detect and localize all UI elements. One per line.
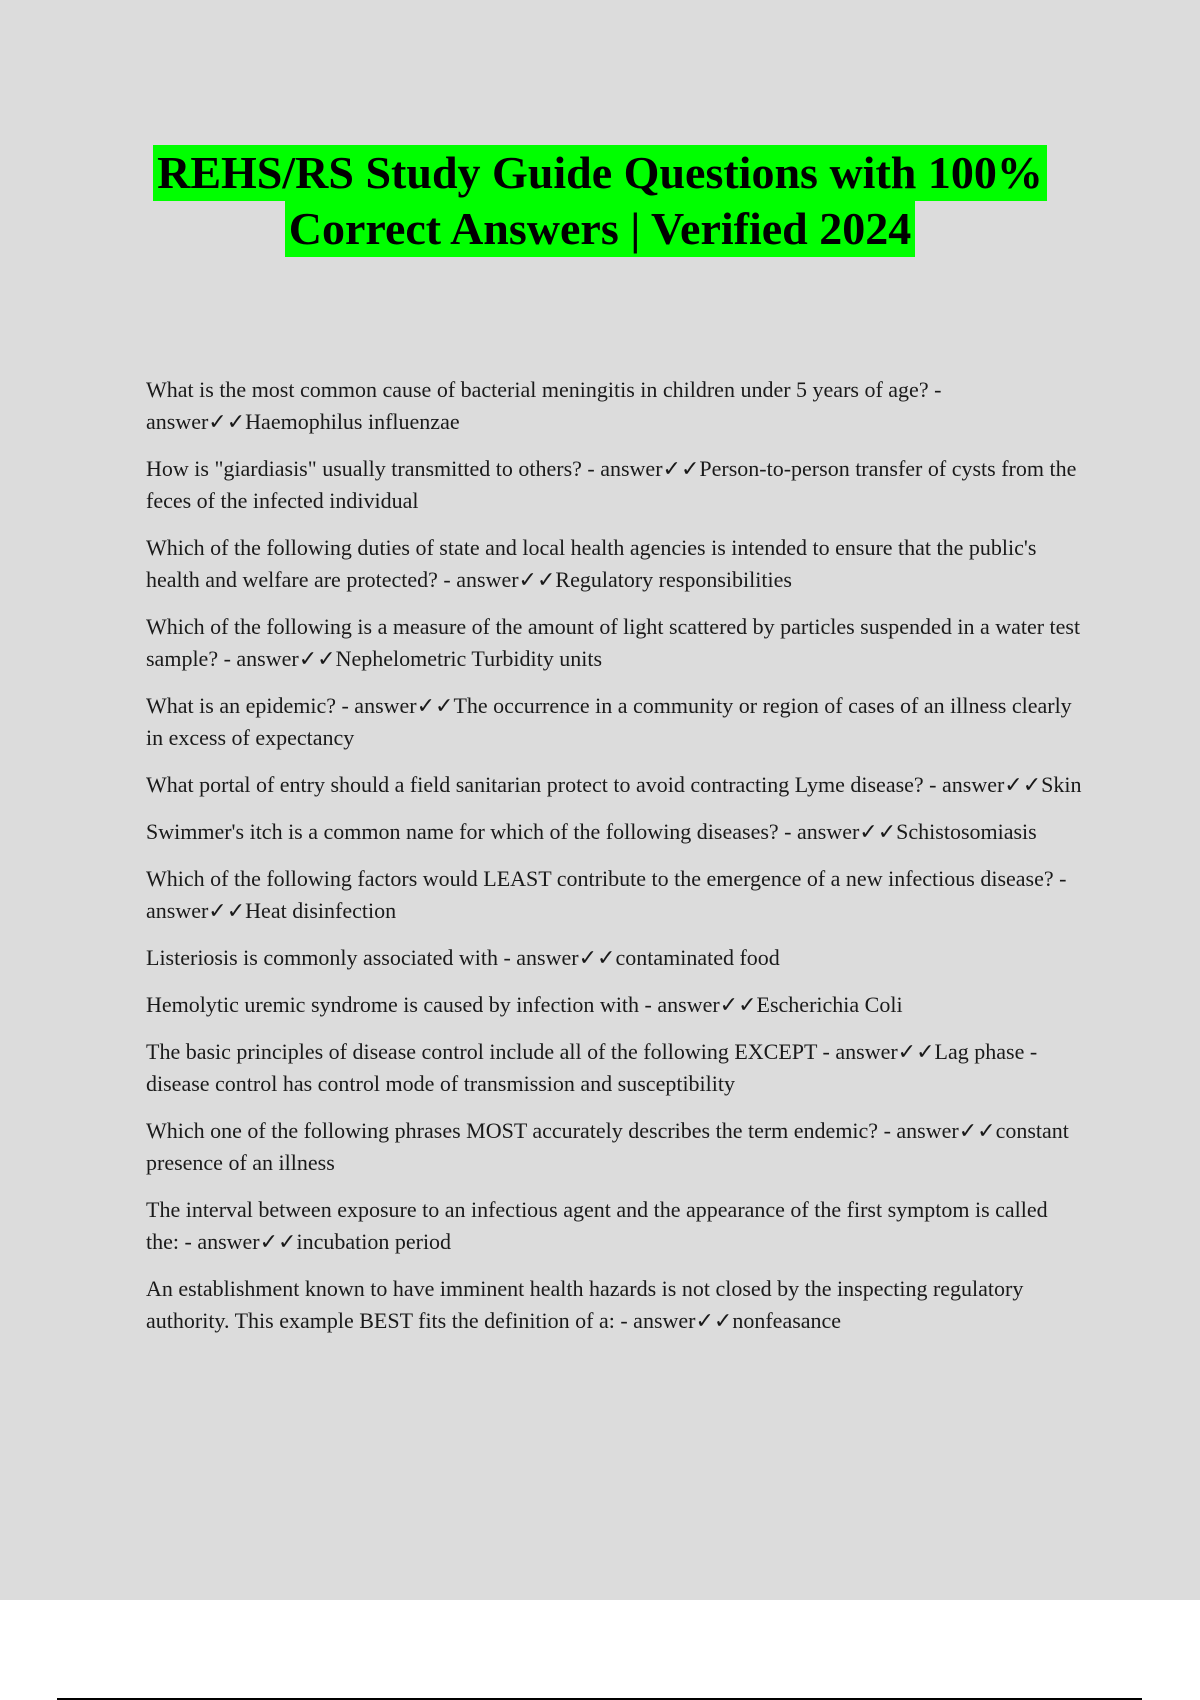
qa-item: Listeriosis is commonly associated with - answer✓✓contaminated food (146, 945, 780, 970)
qa-item: What is the most common cause of bacterial meningitis in children under 5 years of age? - answer✓✓Haemophilus influenzae (146, 377, 942, 434)
qa-list (146, 374, 1086, 1352)
title-line-2: Correct Answers | Verified 2024 (285, 201, 916, 257)
qa-item: What is an epidemic? - answer✓✓The occurrence in a community or region of cases of an illness clearly in excess of expectancy (146, 693, 1072, 750)
qa-item: Swimmer's itch is a common name for which of the following diseases? - answer✓✓Schistosomiasis (146, 819, 1037, 844)
qa-item: How is "giardiasis" usually transmitted to others? - answer✓✓Person-to-person transfer of cysts from the feces of the infected individual (146, 456, 1077, 513)
qa-item: What portal of entry should a field sanitarian protect to avoid contracting Lyme disease? - answer✓✓Skin (146, 772, 1082, 797)
qa-item: The basic principles of disease control include all of the following EXCEPT - answer✓✓Lag phase - disease control has control mode of transmission and susceptibility (146, 1039, 1038, 1096)
qa-item: Which of the following duties of state and local health agencies is intended to ensure that the public's health and welfare are protected? - answer✓✓Regulatory responsibilities (146, 535, 1037, 592)
document-title (0, 145, 1200, 257)
title-line-1: REHS/RS Study Guide Questions with 100% (153, 145, 1047, 201)
qa-item: Which of the following is a measure of the amount of light scattered by particles suspended in a water test sample? - answer✓✓Nephelometric Turbidity units (146, 614, 1081, 671)
qa-item: An establishment known to have imminent health hazards is not closed by the inspecting regulatory authority. This example BEST fits the definition of a: - answer✓✓nonfeasance (146, 1276, 1024, 1333)
qa-item: Hemolytic uremic syndrome is caused by infection with - answer✓✓Escherichia Coli (146, 992, 903, 1017)
qa-item: The interval between exposure to an infectious agent and the appearance of the first symptom is called the: - answer✓✓incubation period (146, 1197, 1048, 1254)
qa-item: Which of the following factors would LEAST contribute to the emergence of a new infectious disease? - answer✓✓Heat disinfection (146, 866, 1067, 923)
qa-item: Which one of the following phrases MOST accurately describes the term endemic? - answer✓✓constant presence of an illness (146, 1118, 1069, 1175)
